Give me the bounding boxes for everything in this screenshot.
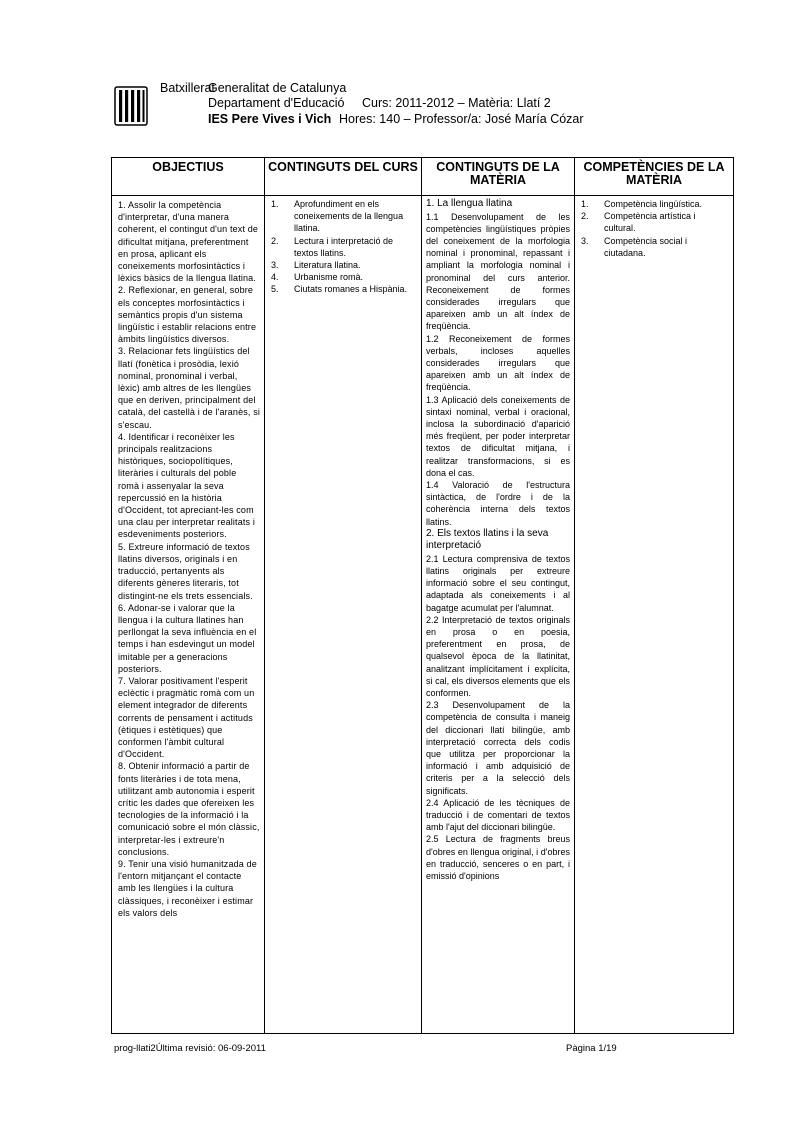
content-paragraph: 1.4 Valoració de l'estructura sintàctica, de l'ordre i de la coherència interna dels textos llatins. bbox=[426, 479, 570, 527]
list-item: 2. Lectura i interpretació de textos llatins. bbox=[271, 235, 394, 258]
generalitat-logo-icon bbox=[114, 86, 148, 126]
continguts-materia-cell bbox=[422, 196, 575, 1034]
objectiu-item: 7. Valorar positivament l'esperit eclèctic i pragmàtic romà com un element integrador de diferents corrents de pensament i actituds (ètiques i estètiques) que conformen l'àmbit cultural d'Occident. bbox=[118, 675, 255, 760]
content-paragraph: 2.4 Aplicació de les tècniques de traducció i de comentari de textos amb l'ajut del diccionari bilingüe. bbox=[426, 797, 570, 833]
doc-label: Batxillerat bbox=[160, 81, 215, 95]
objectiu-item: 1. Assolir la competència d'interpretar, d'una manera coherent, el contingut d'un text de dificultat mitjana, preferentment en prosa, aplicant els coneixements morfosintàctics i lèxics bàsics de la llengua llatina. bbox=[118, 200, 259, 284]
competencies-list bbox=[575, 198, 733, 259]
hours-line: Hores: 140 – Professor/a: José María Cózar bbox=[339, 112, 584, 126]
content-paragraph: 2.2 Interpretació de textos originals en prosa o en poesia, preferentment en prosa, de qualsevol època de la llatinitat, analitzant implícitament i explícita, si cal, els diversos elements que els conformen. bbox=[426, 614, 570, 699]
department: Departament d'Educació bbox=[208, 96, 345, 110]
school-name: IES Pere Vives i Vich bbox=[208, 112, 332, 126]
competencies-cell bbox=[575, 196, 734, 1034]
content-paragraph: 2.1 Lectura comprensiva de textos llatins originals per extreure informació sobre el seu contingut, adaptada als coneixements i al bagatge acumulat per l'alumnat. bbox=[426, 553, 570, 613]
list-item: 1. Competència lingüística. bbox=[581, 199, 703, 209]
programming-table bbox=[111, 157, 734, 1034]
objectiu-item: 8. Obtenir informació a partir de fonts literàries i de tota mena, utilitzant amb autonomia i esperit crític les dades que ofereixen les tecnologies de la informació i la comunicació sobre el món clàssic, interpretar-les i extreure'n conclusions. bbox=[118, 761, 260, 857]
table-row bbox=[112, 196, 734, 1034]
objectiu-item: 2. Reflexionar, en general, sobre els conceptes morfosintàctics i semàntics propis d'un sistema lingüístic i establir relacions entre àmbits lingüístics diversos. bbox=[118, 285, 257, 345]
objectiu-item: 9. Tenir una visió humanitzada de l'entorn mitjançant el contacte amb les llengües i la cultura clàssiques, i reconèixer i estimar els valors dels bbox=[118, 858, 257, 918]
section-heading: 2. Els textos llatins i la seva interpretació bbox=[426, 527, 549, 552]
header-objectius: OBJECTIUS bbox=[112, 158, 265, 196]
objectiu-item: 5. Extreure informació de textos llatins diversos, originals i en traducció, pertanyents als diferents gèneres literaris, tot distingint-ne els trets essencials. bbox=[118, 541, 253, 601]
list-item: 1. Aprofundiment en els coneixements de la llengua llatina. bbox=[271, 199, 404, 234]
table-header-row bbox=[112, 158, 734, 196]
list-item: 4. Urbanisme romà. bbox=[271, 272, 364, 283]
objectiu-item: 6. Adonar-se i valorar que la llengua i la cultura llatines han perllongat la seva influència en el temps i han esdevingut un model imitable per a generacions posteriors. bbox=[118, 602, 257, 674]
content-paragraph: 1.2 Reconeixement de formes verbals, incloses aquelles considerades irregulars que apareixen amb un alt índex de freqüència. bbox=[426, 333, 570, 393]
header-continguts-materia: CONTINGUTS DE LA MATÈRIA bbox=[422, 158, 575, 196]
footer-page-number: Pàgina 1/19 bbox=[566, 1043, 617, 1054]
continguts-curs-list bbox=[265, 198, 421, 296]
objectiu-item: 4. Identificar i reconèixer les principals realitzacions històriques, sociopolítiques, literàries i culturals del poble romà i assenyalar la seva repercussió en la història d'Occident, tot apreciant-les com una clau per interpretar realitats i esdeveniments posteriors. bbox=[118, 431, 255, 540]
course-line: Curs: 2011-2012 – Matèria: Llatí 2 bbox=[362, 96, 551, 110]
org-name: Generalitat de Catalunya bbox=[208, 81, 347, 95]
objectius-cell bbox=[112, 196, 265, 1034]
footer-revision: prog-llati2Última revisió: 06-09-2011 bbox=[114, 1043, 266, 1054]
list-item: 3. Literatura llatina. bbox=[271, 260, 361, 271]
continguts-curs-cell bbox=[265, 196, 422, 1034]
content-paragraph: 1.3 Aplicació dels coneixements de sintaxi nominal, verbal i oracional, inclosa la subordinació d'aparició més freqüent, per poder interpretar textos de dificultat mitjana, i realitzar transformacions, si es dona el cas. bbox=[426, 394, 570, 478]
page-header bbox=[0, 0, 800, 140]
list-item: 2. Competència artística i cultural. bbox=[581, 211, 696, 234]
list-item: 3. Competència social i ciutadana. bbox=[581, 235, 688, 258]
list-item: 5. Ciutats romanes a Hispània. bbox=[271, 284, 408, 295]
content-paragraph: 1.1 Desenvolupament de les competències lingüístiques pròpies del coneixement de la morfologia nominal i pronominal, repassant i ampliant la morfologia nominal i pronominal del curs anterior. Reconeixement de formes considerades irregulars que apareixen amb un alt índex de freqüència. bbox=[426, 211, 570, 332]
objectiu-item: 3. Relacionar fets lingüístics del llatí (fonètica i prosòdia, lexió nominal, pronominal i verbal, lèxic) amb altres de les llengües que en deriven, principalment del català, del castellà i de l'aranès, si s'escau. bbox=[118, 346, 260, 430]
header-competencies: COMPETÈNCIES DE LA MATÈRIA bbox=[575, 158, 734, 196]
header-continguts-curs: CONTINGUTS DEL CURS bbox=[265, 158, 422, 196]
content-paragraph: 2.5 Lectura de fragments breus d'obres en llengua original, i d'obres en traducció, senceres o en part, i emissió d'opinions bbox=[426, 834, 570, 882]
content-paragraph: 2.3 Desenvolupament de la competència de consulta i maneig del diccionari llatí bilingüe, amb interpretació correcta dels codis que utilitza per proporcionar la informació i amb adquisició de criteris per a la selecció dels significats. bbox=[426, 700, 570, 796]
section-heading: 1. La llengua llatina bbox=[426, 198, 513, 209]
